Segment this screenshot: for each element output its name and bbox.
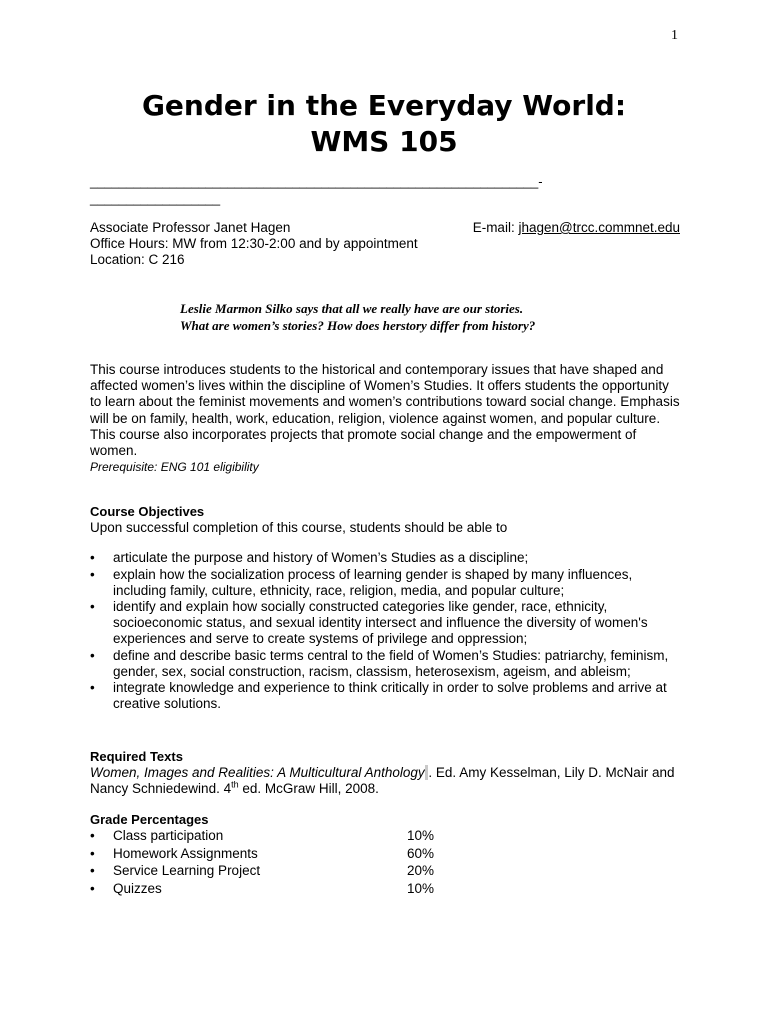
grade-row [90,863,680,881]
grades-list [90,828,680,898]
objective-item: • define and describe basic terms central to the field of Women’s Studies: patriarchy, feminism, gender, sex, social construction, racism, classism, heterosexism, ageism, and ableism; [90,648,680,680]
textbook-citation [90,765,680,797]
page-number: 1 [671,28,678,43]
grade-label: Service Learning Project [113,863,261,879]
email-link[interactable]: jhagen@trcc.commnet.edu [518,220,680,235]
citation-text: . Ed. Amy Kesselman, Lily D. McNair and Nancy Schniedewind. 4 [90,765,675,797]
required-texts-heading: Required Texts [90,749,183,764]
instructor-info [90,220,680,268]
epigraph-quote [180,300,660,334]
textbook-title: Women, Images and Realities: A Multicultural Anthology [90,765,425,781]
citation-end: ed. McGraw Hill, 2008. [238,781,379,797]
course-description [90,362,680,475]
grade-row [90,881,680,899]
objectives-heading: Course Objectives [90,504,205,519]
title-line-2: WMS 105 [310,125,458,158]
title-line-1: Gender in the Everyday World: [141,89,627,122]
grade-percent: 10% [407,880,435,896]
page-title [0,88,768,160]
instructor-name: Associate Professor Janet Hagen [90,220,291,235]
location: Location: C 216 [90,252,185,267]
objective-item: • articulate the purpose and history of Women’s Studies as a discipline; [90,550,680,566]
course-objectives [90,504,680,712]
quote-line-1: Leslie Marmon Silko says that all we really have are our stories. [180,301,524,316]
signature-rule-1: ______________________________________________________________- [90,174,543,189]
signature-rule-2: __________________ [90,191,221,206]
prerequisite: Prerequisite: ENG 101 eligibility [90,460,259,475]
objective-item: • identify and explain how socially constructed categories like gender, race, ethnicity, socioeconomic status, and sexual identity intersect and influence the diversity of women's experiences and serve to create systems of privilege and oppression; [90,599,680,648]
description-paragraph: This course introduces students to the historical and contemporary issues that have shaped and affected women’s lives within the discipline of Women’s Studies. It offers students the opportunity to learn about the feminist movements and women’s contributions toward social change. Emphasis will be on family, health, work, education, religion, violence against women, and popular culture. This course also incorporates projects that promote social change and the empowerment of women. [90,362,680,459]
quote-line-2: What are women’s stories? How does herstory differ from history? [180,318,536,333]
objective-item: • integrate knowledge and experience to think critically in order to solve problems and arrive at creative solutions. [90,680,680,712]
email-line [473,220,680,236]
grade-label: Homework Assignments [113,845,258,861]
email-label: E-mail: [472,220,519,235]
grades-heading: Grade Percentages [90,812,209,827]
grade-label: Quizzes [113,880,162,896]
edition-superscript: th [231,779,239,790]
grade-row [90,846,680,864]
objectives-list [90,550,680,712]
objective-item: • explain how the socialization process of learning gender is shaped by many influences, including family, culture, ethnicity, race, religion, media, and popular culture; [90,567,680,599]
grade-percent: 60% [407,845,435,861]
instructor-row [90,220,680,236]
grade-label: Class participation [113,828,224,844]
grade-row [90,828,680,846]
office-hours: Office Hours: MW from 12:30-2:00 and by appointment [90,236,418,251]
grade-percentages [90,812,680,898]
grade-percent: 10% [407,828,435,844]
grade-percent: 20% [407,863,435,879]
required-texts [90,749,680,798]
objectives-lead: Upon successful completion of this course, students should be able to [90,520,508,536]
